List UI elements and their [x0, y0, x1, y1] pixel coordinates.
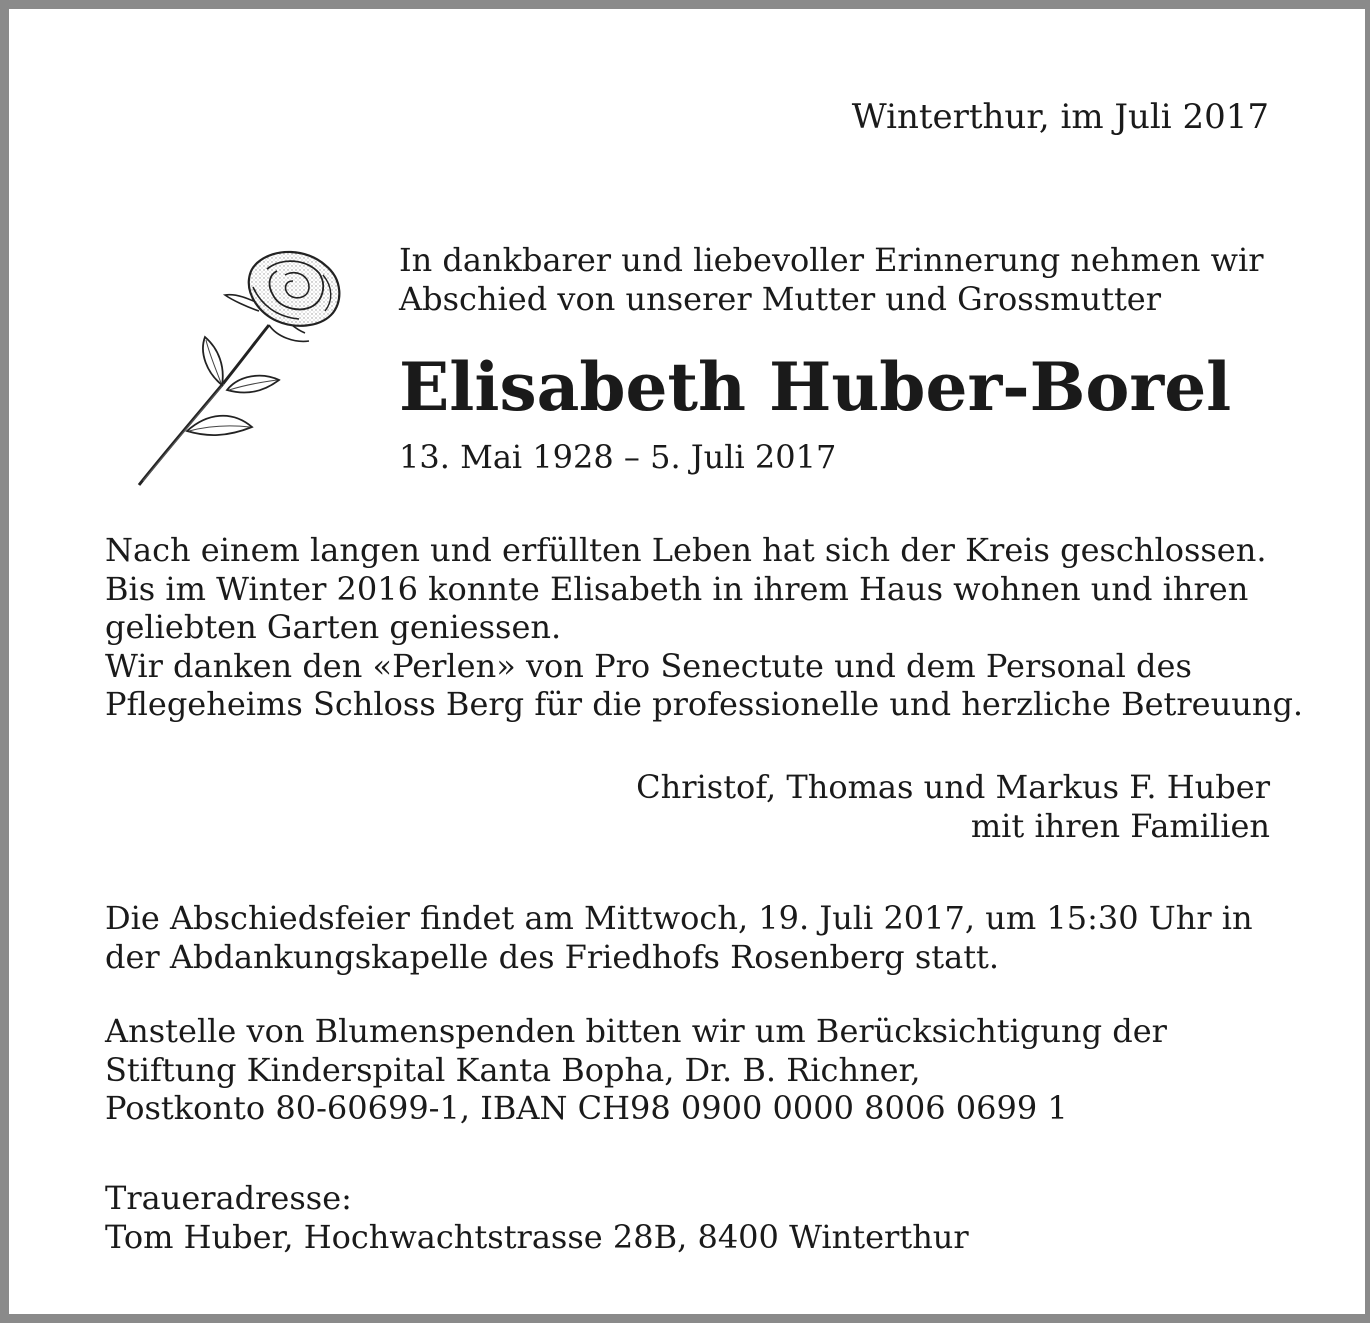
signature-line: Christof, Thomas und Markus F. Huber — [636, 768, 1270, 806]
mourning-address — [105, 1179, 969, 1256]
ceremony-line: der Abdankungskapelle des Friedhofs Rosenberg statt. — [105, 937, 1000, 976]
intro-text — [399, 241, 1264, 319]
intro-line: In dankbarer und liebevoller Erinnerung nehmen wir — [399, 241, 1264, 279]
donation-line: Stiftung Kinderspital Kanta Bopha, Dr. B. Richner, — [105, 1050, 921, 1089]
body-line: Pflegeheims Schloss Berg für die professionelle und herzliche Betreuung. — [105, 685, 1304, 723]
body-line: Wir danken den «Perlen» von Pro Senectute und dem Personal des — [105, 646, 1192, 685]
body-line: geliebten Garten geniessen. — [105, 608, 562, 646]
body-line: Nach einem langen und erfüllten Leben hat sich der Kreis geschlossen. — [105, 531, 1267, 569]
life-dates: 13. Mai 1928 – 5. Juli 2017 — [399, 438, 837, 476]
body-line: Bis im Winter 2016 konnte Elisabeth in ihrem Haus wohnen und ihren — [105, 569, 1249, 608]
ceremony-info — [105, 899, 1253, 976]
body-paragraph — [105, 531, 1303, 724]
signature-line: mit ihren Familien — [970, 806, 1270, 845]
donation-line: Anstelle von Blumenspenden bitten wir um Berücksichtigung der — [105, 1012, 1167, 1050]
rose-icon — [127, 245, 347, 493]
address-line: Tom Huber, Hochwachtstrasse 28B, 8400 Winterthur — [105, 1217, 969, 1256]
place-date: Winterthur, im Juli 2017 — [851, 97, 1269, 137]
donation-line: Postkonto 80-60699-1, IBAN CH98 0900 0000 8006 0699 1 — [105, 1089, 1068, 1127]
ceremony-line: Die Abschiedsfeier findet am Mittwoch, 19. Juli 2017, um 15:30 Uhr in — [105, 899, 1253, 937]
signature-block — [636, 768, 1270, 845]
donation-info — [105, 1012, 1167, 1128]
intro-line: Abschied von unserer Mutter und Grossmutter — [399, 280, 1162, 318]
deceased-name: Elisabeth Huber-Borel — [399, 348, 1232, 426]
address-label: Traueradresse: — [105, 1179, 352, 1217]
